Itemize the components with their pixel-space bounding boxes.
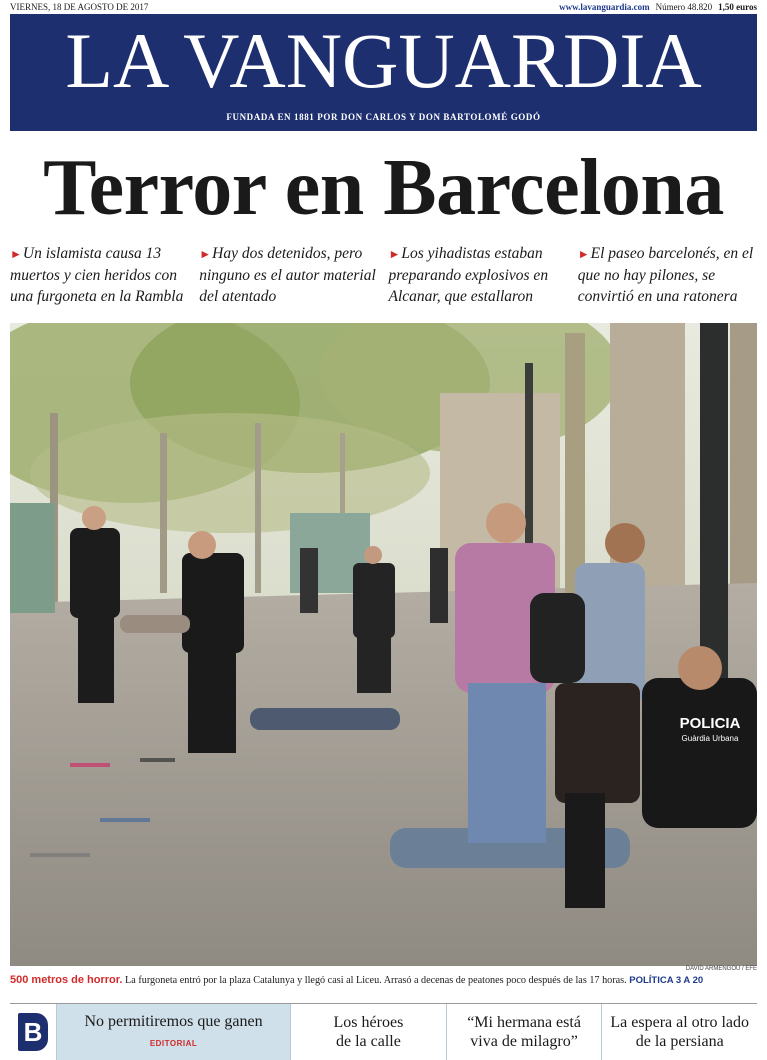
kicker-text: Un islamista causa 13 muertos y cien heridos con una furgoneta en la Rambla	[10, 245, 184, 305]
caption-text: La furgoneta entró por la plaza Catalunya y llegó casi al Liceu. Arrasó a decenas de peatones poco después de las 17 horas.	[122, 975, 630, 986]
teaser-shutter[interactable]	[601, 1004, 757, 1060]
main-headline: Terror en Barcelona	[43, 144, 724, 232]
bottom-teasers	[10, 1003, 757, 1060]
brand-mark-icon: B	[18, 1013, 48, 1051]
lead-photo	[10, 323, 757, 966]
kicker-text: El paseo barcelonés, en el que no hay pilones, se convirtió en una ratonera	[577, 245, 754, 305]
teaser-line: “Mi hermana está	[467, 1014, 581, 1031]
photo-credit: DAVID ARMENGOU / EFE	[685, 966, 757, 972]
police-badge-subtext: Guàrdia Urbana	[681, 734, 739, 743]
triangle-bullet-icon: ►	[199, 247, 212, 261]
issue-number: Número 48.820	[655, 2, 713, 12]
kicker-item[interactable]	[389, 243, 568, 309]
website-link[interactable]: www.lavanguardia.com	[559, 2, 650, 12]
street-scene-illustration	[10, 323, 757, 966]
kicker-row	[10, 243, 757, 309]
teaser-line: Los héroes	[333, 1014, 404, 1031]
brand-logo	[10, 1004, 56, 1060]
teaser-line: La espera al otro lado	[610, 1014, 749, 1031]
triangle-bullet-icon: ►	[388, 247, 401, 261]
masthead	[10, 14, 757, 131]
price: 1,50 euros	[718, 2, 757, 12]
triangle-bullet-icon: ►	[577, 247, 590, 261]
newspaper-logo: LA VANGUARDIA	[65, 17, 702, 104]
teaser-tag: EDITORIAL	[149, 1038, 198, 1048]
teaser-editorial[interactable]	[56, 1004, 290, 1060]
teaser-heroes[interactable]	[290, 1004, 446, 1060]
teaser-title: No permitiremos que ganen	[84, 1012, 263, 1030]
caption-page-reference[interactable]: POLÍTICA 3 A 20	[629, 975, 704, 986]
caption-lead: 500 metros de horror.	[10, 974, 123, 986]
kicker-item[interactable]	[10, 243, 189, 309]
teaser-line: de la calle	[335, 1033, 401, 1050]
police-badge-text: POLICIA	[679, 715, 741, 732]
teaser-sister[interactable]	[446, 1004, 602, 1060]
photo-caption	[10, 973, 757, 988]
teaser-line: de la persiana	[635, 1033, 724, 1050]
edition-date: VIERNES, 18 DE AGOSTO DE 2017	[10, 2, 149, 12]
teaser-line: viva de milagro”	[470, 1033, 578, 1050]
kicker-text: Los yihadistas estaban preparando explosivos en Alcanar, que estallaron	[388, 245, 549, 305]
triangle-bullet-icon: ►	[10, 247, 22, 261]
top-line	[10, 0, 757, 14]
top-line-right	[559, 2, 757, 12]
kicker-text: Hay dos detenidos, pero ninguno es el autor material del atentado	[199, 245, 376, 305]
kicker-item[interactable]	[199, 243, 378, 309]
kicker-item[interactable]	[578, 243, 757, 309]
founded-line: FUNDADA EN 1881 POR DON CARLOS Y DON BARTOLOMÉ GODÓ	[226, 112, 541, 122]
